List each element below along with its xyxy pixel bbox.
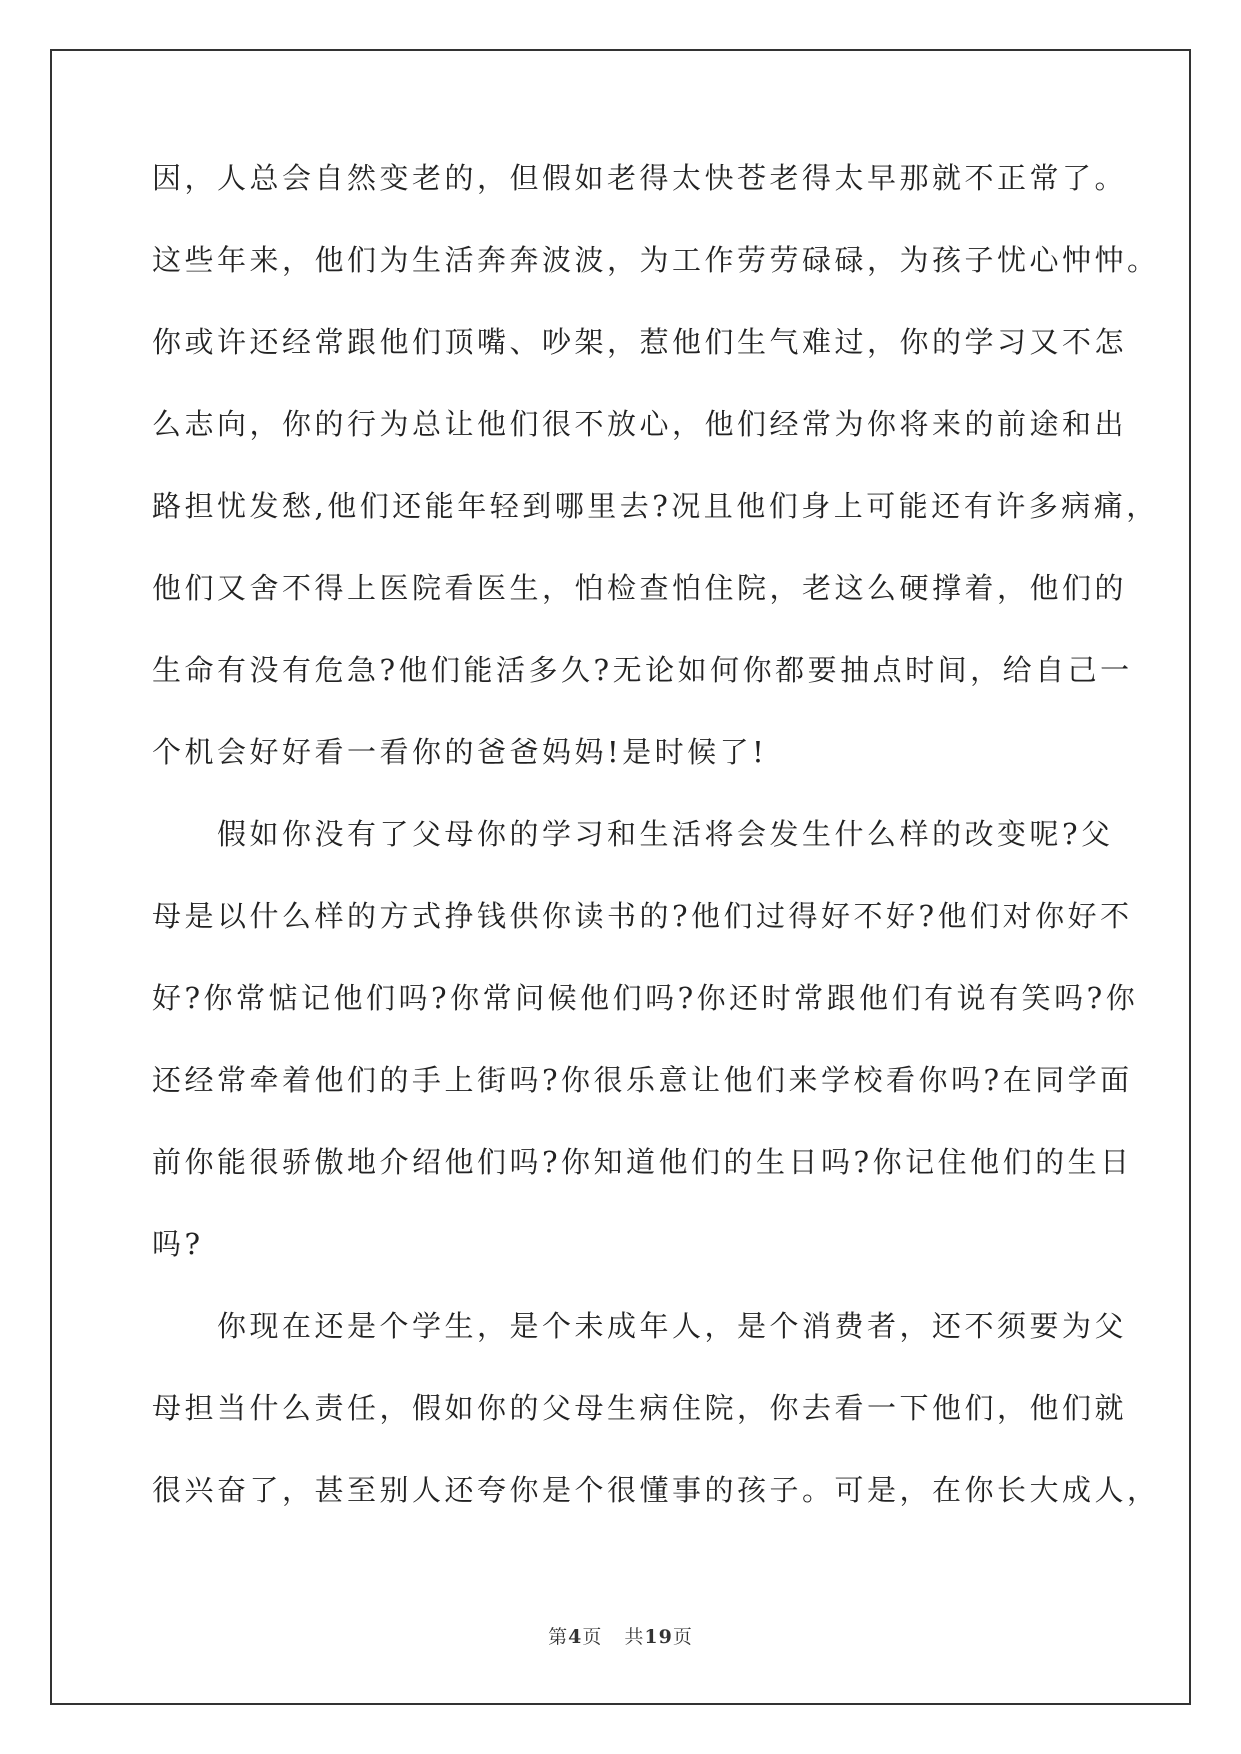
text-line: 这些年来，他们为生活奔奔波波，为工作劳劳碌碌，为孩子忧心忡忡。	[152, 243, 1160, 277]
text-line: 很兴奋了，甚至别人还夸你是个很懂事的孩子。可是，在你长大成人，	[152, 1473, 1160, 1507]
text-line: 生命有没有危急?他们能活多久?无论如何你都要抽点时间，给自己一	[152, 653, 1133, 687]
total-suffix: 页	[672, 1626, 693, 1648]
total-prefix: 共	[624, 1626, 645, 1648]
page-footer	[0, 1622, 1241, 1649]
text-line: 母是以什么样的方式挣钱供你读书的?他们过得好不好?他们对你好不	[152, 899, 1133, 933]
text-line: 你或许还经常跟他们顶嘴、吵架，惹他们生气难过，你的学习又不怎	[152, 325, 1128, 359]
text-line: 他们又舍不得上医院看医生，怕检查怕住院，老这么硬撑着，他们的	[152, 571, 1128, 605]
text-line: 你现在还是个学生，是个未成年人，是个消费者，还不须要为父	[152, 1309, 1128, 1343]
text-line: 还经常牵着他们的手上街吗?你很乐意让他们来学校看你吗?在同学面	[152, 1063, 1133, 1097]
text-line: 好?你常惦记他们吗?你常问候他们吗?你还时常跟他们有说有笑吗?你	[152, 981, 1139, 1015]
text-line: 路担忧发愁,他们还能年轻到哪里去?况且他们身上可能还有许多病痛，	[152, 489, 1159, 523]
text-line: 假如你没有了父母你的学习和生活将会发生什么样的改变呢?父	[152, 817, 1114, 851]
text-line: 个机会好好看一看你的爸爸妈妈!是时候了!	[152, 735, 768, 769]
text-line: 母担当什么责任，假如你的父母生病住院，你去看一下他们，他们就	[152, 1391, 1128, 1425]
total-pages: 19	[644, 1626, 673, 1648]
text-line: 吗?	[152, 1227, 204, 1261]
text-line: 么志向，你的行为总让他们很不放心，他们经常为你将来的前途和出	[152, 407, 1128, 441]
document-body	[152, 158, 1160, 1552]
page-number: 4	[568, 1626, 583, 1648]
page-suffix: 页	[582, 1626, 603, 1648]
page-prefix: 第	[548, 1626, 569, 1648]
text-line: 前你能很骄傲地介绍他们吗?你知道他们的生日吗?你记住他们的生日	[152, 1145, 1133, 1179]
text-line: 因，人总会自然变老的，但假如老得太快苍老得太早那就不正常了。	[152, 161, 1128, 195]
